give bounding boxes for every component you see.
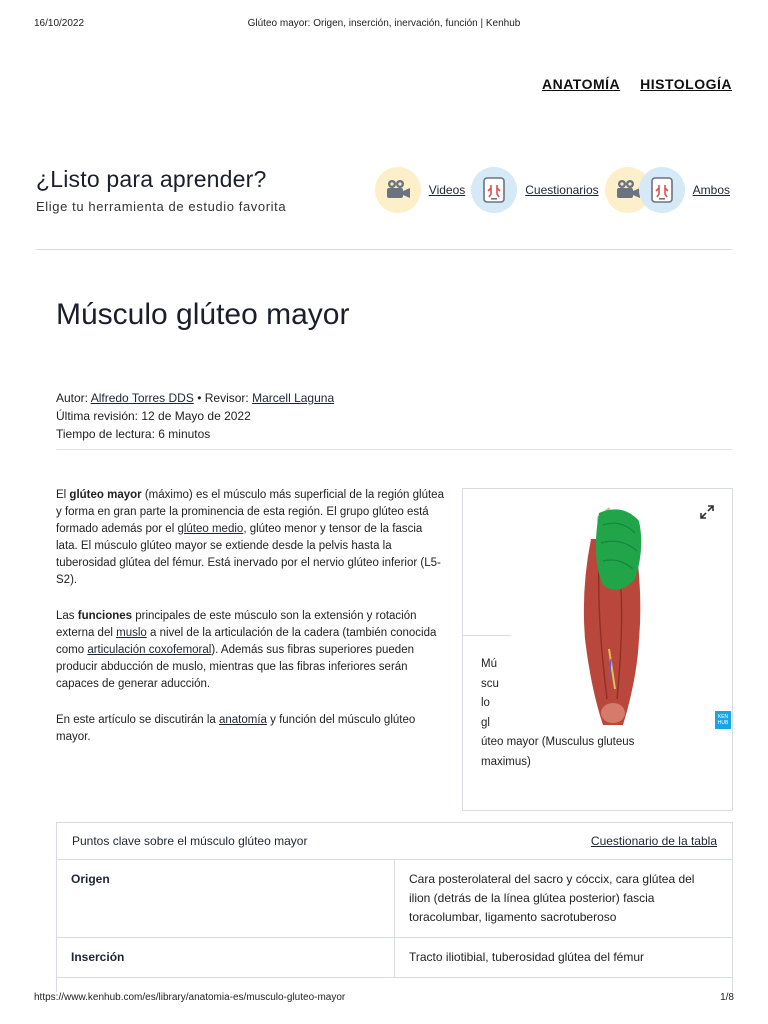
quiz-tablet-icon — [471, 167, 517, 213]
study-tools-banner — [36, 166, 732, 250]
paragraph-scope — [56, 712, 444, 746]
author-line — [56, 389, 334, 407]
text: Las — [56, 610, 78, 622]
bold-term: funciones — [77, 610, 133, 622]
print-url: https://www.kenhub.com/es/library/anatomia-es/musculo-gluteo-mayor — [34, 992, 346, 1003]
caption-narrow: Músculo gl — [481, 658, 499, 729]
bold-term: glúteo mayor — [69, 489, 142, 501]
tool-videos-label: Videos — [428, 183, 466, 197]
author-label: Autor: — [56, 391, 89, 405]
print-page-number: 1/8 — [720, 992, 734, 1003]
study-tools — [369, 166, 730, 214]
text: y función del músculo glúteo mayor. — [56, 714, 416, 743]
last-review: Última revisión: 12 de Mayo de 2022 — [56, 409, 251, 423]
tool-quizzes-label: Cuestionarios — [525, 183, 599, 197]
reviewer-link[interactable]: Marcell Laguna — [252, 391, 335, 405]
print-date: 16/10/2022 — [34, 18, 85, 29]
article-meta — [56, 389, 334, 443]
print-footer — [34, 992, 734, 1003]
table-quiz-link[interactable]: Cuestionario de la tabla — [590, 834, 717, 848]
anatomy-link[interactable]: anatomía — [219, 714, 267, 726]
text: principales de este músculo son la extensión y rotación externa del — [56, 610, 417, 639]
row-value: Cara posterolateral del sacro y cóccix, cara glútea del ilion (detrás de la línea glútea posterior) fascia toracolumbar, ligamento sacrotuberoso — [409, 872, 695, 924]
caption-rest: úteo mayor (Musculus gluteus maximus) — [481, 736, 635, 768]
cta-subheading: Elige tu herramienta de estudio favorita — [36, 199, 287, 214]
row-key: Inserción — [57, 938, 395, 977]
reviewer-label: • Revisor: — [197, 391, 249, 405]
article-title: Músculo glúteo mayor — [56, 298, 350, 331]
text: En este artículo se discutirán la — [56, 714, 219, 726]
table-row — [57, 860, 732, 938]
text: a nivel de la articulación de la cadera (también conocida como — [56, 627, 437, 656]
tool-quizzes[interactable] — [471, 167, 598, 213]
quiz-tablet-icon — [639, 167, 685, 213]
video-camera-icon — [375, 167, 421, 213]
nav-histology-link[interactable]: HISTOLOGÍA — [640, 76, 732, 92]
cta-heading: ¿Listo para aprender? — [36, 166, 267, 192]
author-link[interactable]: Alfredo Torres DDS — [90, 391, 194, 405]
paragraph-functions — [56, 608, 444, 693]
figure-divider — [463, 635, 511, 636]
text: (máximo) es el músculo más superficial de la región glútea y forma en gran parte la prominencia de esta región. El grupo glúteo está formado además por el — [56, 489, 444, 535]
gluteus-medius-link[interactable]: glúteo medio — [177, 523, 244, 535]
text: ). Además sus fibras superiores pueden producir abducción de muslo, mientras que las fibras inferiores serán capaces de generar aducción. — [56, 644, 414, 690]
table-row — [57, 938, 732, 978]
muscle-figure — [462, 488, 733, 811]
hip-joint-link[interactable]: articulación coxofemoral — [87, 644, 212, 656]
text: El — [56, 489, 70, 501]
table-title: Puntos clave sobre el músculo glúteo mayor — [72, 834, 308, 848]
nav-anatomy-link[interactable]: ANATOMÍA — [541, 76, 621, 92]
reading-time: Tiempo de lectura: 6 minutos — [56, 427, 211, 441]
tool-both[interactable] — [605, 167, 730, 213]
key-points-table — [56, 822, 733, 992]
top-nav — [542, 76, 732, 92]
row-value: Tracto iliotibial, tuberosidad glútea del fémur — [409, 950, 645, 964]
article-body — [56, 487, 444, 765]
print-title: Glúteo mayor: Origen, inserción, inervación, función | Kenhub — [247, 18, 521, 29]
thigh-link[interactable]: muslo — [116, 627, 147, 639]
tool-both-label: Ambos — [692, 183, 730, 197]
paragraph-intro — [56, 487, 444, 589]
kenhub-badge: KEN HUB — [715, 711, 731, 729]
table-header — [57, 823, 732, 860]
figure-caption — [481, 655, 681, 772]
row-key: Origen — [57, 860, 395, 937]
expand-icon[interactable] — [700, 505, 714, 524]
meta-divider — [56, 449, 732, 450]
text: , glúteo menor y tensor de la fascia lata. El músculo glúteo mayor se extiende desde la pelvis hasta la tuberosidad glútea del fémur. Está inervado por el nervio glúteo inferior (L5-S2). — [56, 523, 441, 586]
tool-videos[interactable] — [375, 167, 465, 213]
